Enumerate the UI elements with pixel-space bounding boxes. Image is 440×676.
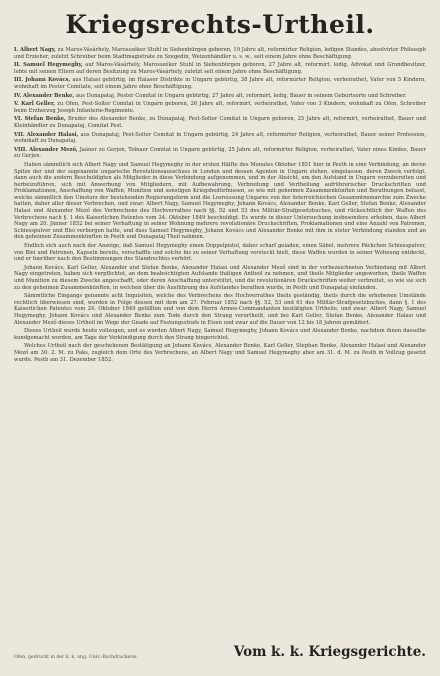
person-description: aus Dunapataj, Pest-Solter Comitat in Ungarn gebürtig, 24 Jahre alt, reformirter Religion, verheirathet, Bauer seiner Profession, wohnhaft zu Dunapataj.	[14, 131, 426, 145]
person-description: aus Dunapataj, Pester Comitat in Ungarn gebürtig, 27 Jahre alt, reformirt, ledig, Bauer in seinem Geburtsorte und Schreiber.	[75, 92, 407, 99]
person-number: II.	[14, 62, 21, 69]
person-number: V.	[14, 101, 19, 108]
person-description: auf Maros-Vásárhely, Marosszéker Stuhl in Siebenbürgen geboren, 27 Jahre alt, reformirt, ledig, Advokat und Grundbesitzer, lebte mit seinen Eltern auf deren Besitzung zu Maros-Vásárhely, zuletzt seit einem Jahre ohne Beschäftigung.	[14, 62, 426, 75]
court-signature: Vom k. k. Kriegsgerichte.	[233, 644, 426, 660]
person-entry	[14, 147, 426, 160]
person-name: Alexander Mező,	[29, 146, 78, 153]
body-paragraph: Johann Kovács, Karl Geller, Alexander und Stefan Benke, Alexander Halasi und Alexander Mező sind in der vorbezeichneten Verbindung mit Albert Nagy eingetreten, haben sich verpflichtet, an dem beabsichtigten Aufstande thätigen Antheil zu nehmen, und theils Mitglieder angeworben, theils Waffen und Munition zu diesem Zwecke angeschafft, oder deren Anschaffung unterstützt, und die revolutionären Druckschriften weiter verbreitet, so wie sie sich zu den geheimen Zusammenkünften, in welchen über die Ausführung des Aufstandes berathen wurde, in Pesth und Dunapataj einfanden.	[14, 264, 426, 291]
person-entry	[14, 101, 426, 114]
person-name: Albert Nagy,	[19, 47, 56, 53]
printer-note: Ofen, gedruckt in der k. k. ung. Univ.-Buchdruckerei.	[14, 655, 139, 660]
person-entry	[14, 47, 426, 60]
person-description: zu Ofen, Pest-Solter Comitat in Ungarn geboren, 26 Jahre alt, reformirt, verheirathet, Vater von 3 Kindern, wohnhaft zu Ofen, Schreiber beim Erzherzog Joseph Infanterie-Regimente.	[14, 101, 427, 114]
person-entry	[14, 93, 426, 100]
person-description: zu Maros-Vásárhely, Marosszéker Stuhl in Siebenbürgen geboren, 19 Jahre alt, reformirter Religion, ledigen Standes, absolvirter Philosoph und Erzieher, zuletzt Schreiber beim Stadtmagistrate zu Szegedin, Weizenhändler u. s. w., seit einem Jahre ohne Beschäftigung.	[14, 47, 426, 60]
body-paragraph: Sämmtliche Eingangs genannte acht Inquisiten, welche des Verbrechens des Hochverrathes theils geständig, theils durch die erhobenen Umstände rechtlich überwiesen sind, wurden in Folge dessen mit dem am 27. Februar 1852 nach §§. 52, 53 und 61 des Militär-Strafgesetzbuches, dann §. 1 des Kaiserlichen Patentes vom 24. Oktober 1849 gefällten und von dem Herrn Armee-Commandanten bestätigten Urtheile, und zwar: Albert Nagy, Samuel Hegymeghy, Johann Kovács und Alexander Benke zum Tode durch den Strang verurtheilt, und bei Karl Geller, Stefan Benke, Alexander Halasi und Alexander Mező dieses Urtheil im Wege der Gnade auf Festungsstrafe in Eisen und zwar auf die Dauer von 12 bis 18 Jahren gemildert.	[14, 293, 426, 326]
person-name: Johann Kovács,	[25, 77, 71, 84]
person-number: VII.	[14, 131, 25, 138]
person-entry	[14, 116, 426, 129]
persons-list	[14, 47, 426, 160]
person-number: I.	[14, 47, 19, 53]
person-number: IV.	[14, 92, 22, 99]
person-name: Alexander Benke,	[23, 92, 75, 99]
body-paragraph: Endlich sich auch nach der Anzeige, daß Samuel Hegymeghy einen Doppelpistol, daher scharf geladen, einen Säbel, mehrere Päckchen Schiesspulver, von Blei und Patronen, Kapseln bereits, verschaffte und solche bis zu seiner Verhaftung versteckt hielt, diese Waffen wurden in seiner Wohnung entdeckt, und er hierüber nach den Bestimmungen des Standrechtes verhört.	[14, 243, 426, 263]
person-description: aus Halasi gebürtig, im Halaser Distrikte in Ungarn gebürtig, 38 Jahre alt, reformirter Religion, verheirathet, Vater von 5 Kindern, wohnhaft im Pester Comitate, seit einem Jahre ohne Beschäftigung.	[14, 77, 426, 90]
body-paragraph: Haben sämmtlich sich Albert Nagy und Samuel Hegymeghy in der ersten Hälfte des Monates Oktober 1851 hier in Pesth in eine Verbindung, an deren Spitze der und der sogenannte ungarische Revolutionsausschuss in London und dessen Agenten in Ungarn stehen, eingelassen, deren Zweck verfolgt, dann auch die andern Beschuldigten als Mitglieder in diese Verbindung aufgenommen, und in der Absicht, um den Aufstand in Ungarn vorzubereiten und herbeizuführen, sich mit Anwerbung von Mitgliedern, mit Aufbewahrung, Verbreitung und Vertheilung aufrührerischer Druckschriften und Proklamationen, Anschaffung von Waffen, Munition und sonstigen Kriegsbedürfnissen, so wie mit geheimen Zusammenkünften und Berathungen befasst, welche sämmtlich den Umsturz der bestehenden Regierungsform und die Losreissung Ungarns von der österreichischen Gesammtmonarchie zum Zwecke hatten, daher aller dieser Verbrechen, und zwar: Albert Nagy, Samuel Hegymeghy, Johann Kovács, Alexander Benke, Karl Geller, Stefan Benke, Alexander Halasi und Alexander Mező des Verbrechens des Hochverrathes nach §§. 52 und 53 des Militär-Strafgesetzbuches, und rücksichtlich der Waffen des Verbrechens nach §. 1 des Kaiserlichen Patentes vom 24. Oktober 1849 beschuldigt. Es wurde in dieser Untersuchung insbesondere erhoben, dass Albert Nagy am 20. Jänner 1852 bei seiner Verhaftung in seiner Wohnung mehrere revolutionäre Druckschriften, Proklamationen und eine Anzahl von Patronen, Schiesspulver und Blei verborgen hatte, und dass Samuel Hegymeghy, Johann Kovács und Alexander Benke mit ihm in steter Verbindung standen und an den geheimen Zusammenkünften in Pesth und Dunapataj Theil nahmen.	[14, 161, 426, 241]
person-number: III.	[14, 77, 24, 84]
person-name: Samuel Hegymeghy,	[23, 62, 83, 69]
closing-paragraph: Welches Urtheil nach der geschehenen Bestätigung an Johann Kovács, Alexander Benke, Karl Geller, Stephan Benke, Alexander Halasi und Alexander Mező am 30. 2. M. zu Paks, zugleich dem Orte des Verbrechens, an Albert Nagy und Samuel Hegymeghy aber am 31. d. M. zu Pesth in Vollzug gesetzt wurde. Pesth am 31. Dezember 1852.	[14, 343, 426, 363]
person-name: Alexander Halasi,	[26, 131, 79, 138]
person-name: Karl Geller,	[21, 101, 56, 108]
person-entry	[14, 132, 426, 145]
body-paragraph: Dieses Urtheil wurde heute vollzogen, und es wurden Albert Nagy, Samuel Hegymeghy, Johann Kovács und Alexander Benke, nachdem ihnen dasselbe kundgemacht worden, am Tage der Verkündigung durch den Strang hingerichtet.	[14, 328, 426, 341]
person-description: Bruder des Alexander Benke, zu Dunapataj, Pest-Solter Comitat in Ungarn geboren, 25 Jahre alt, reformirt, verheirathet, Bauer und Kleinhändler zu Dunapataj, Comitat Pest.	[14, 116, 427, 129]
document-body	[14, 162, 426, 341]
person-description: Jaáner zu Gerjen, Tolnaer Comitat in Ungarn gebürtig, 25 Jahre alt, reformirter Religion, verheirathet, Vater eines Kindes, Bauer zu Gerjen.	[14, 146, 426, 160]
person-name: Stefan Benke,	[24, 116, 66, 123]
person-number: VIII.	[14, 146, 28, 153]
person-entry	[14, 62, 426, 75]
document-title: Kriegsrechts-Urtheil.	[65, 10, 375, 39]
document-footer	[14, 644, 426, 660]
person-entry	[14, 77, 426, 90]
person-number: VI.	[14, 116, 23, 123]
